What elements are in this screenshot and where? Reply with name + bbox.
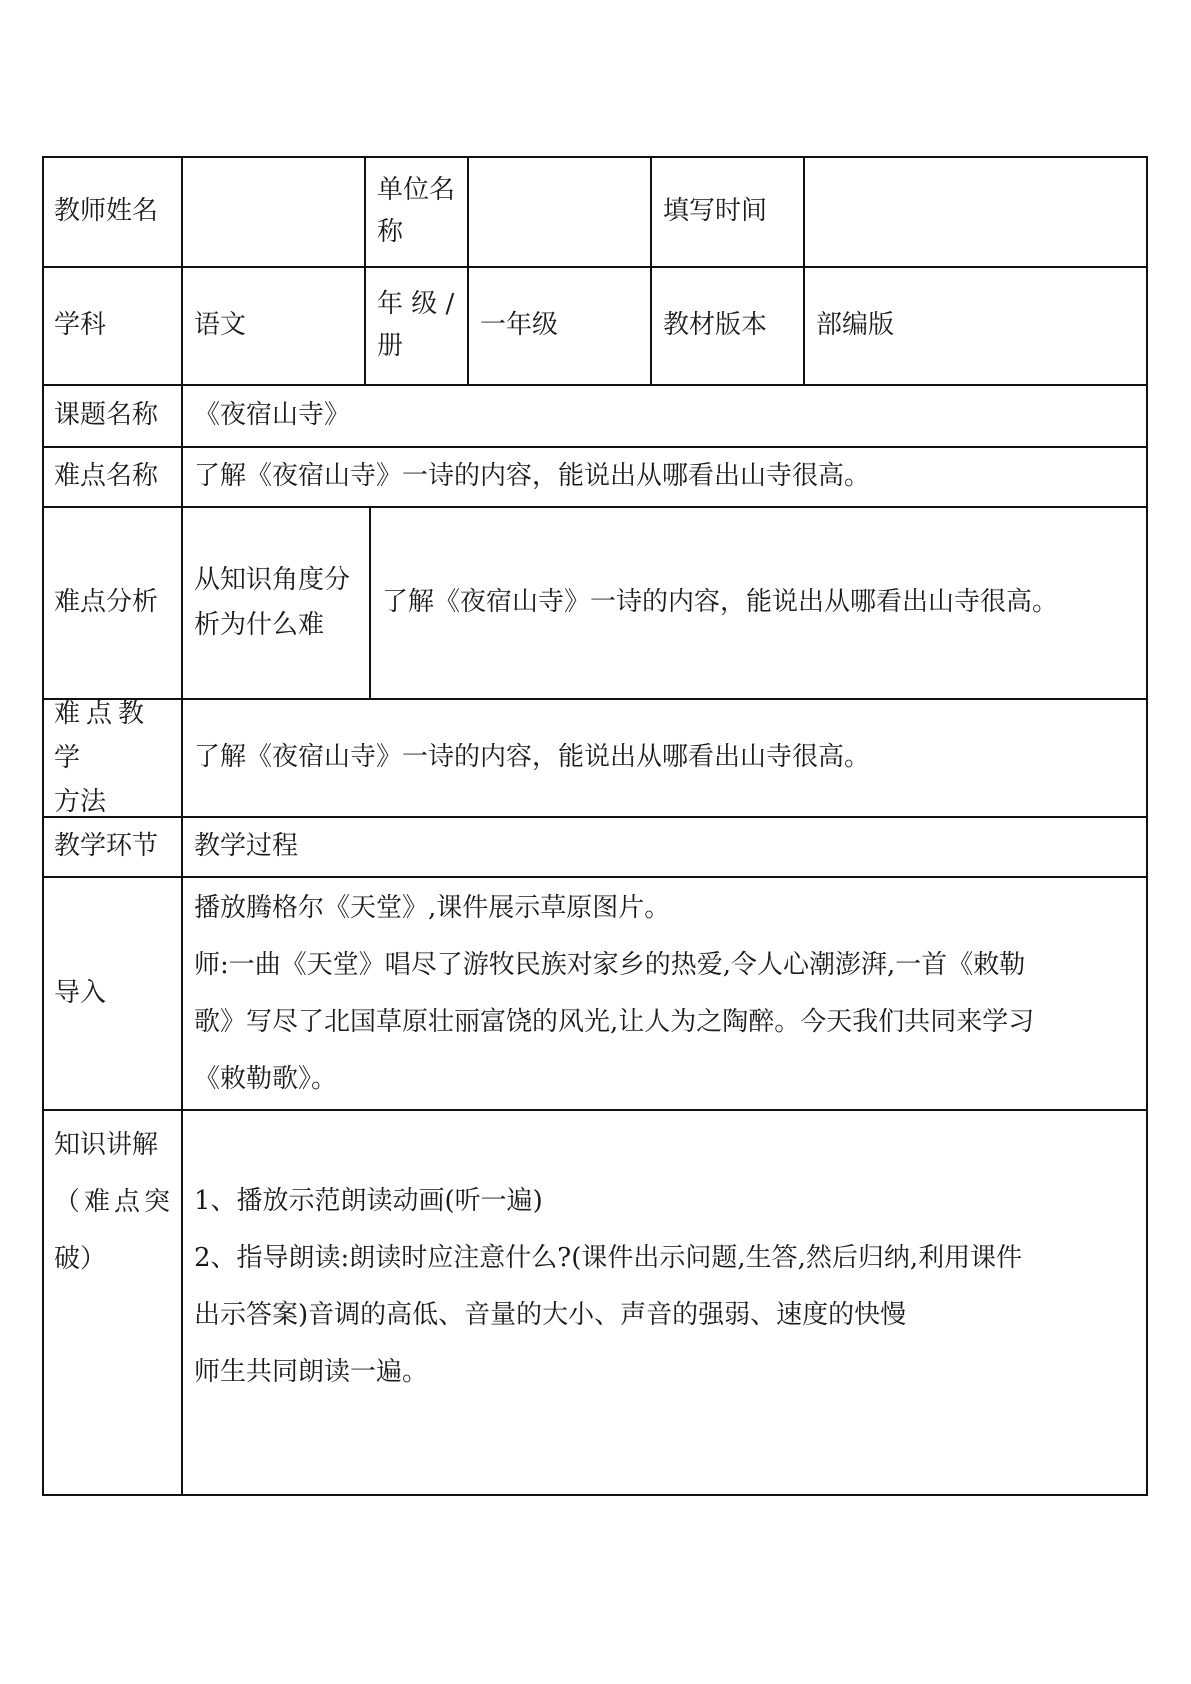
unit-name-value [470,158,650,266]
analysis-label: 难点分析 [54,587,159,618]
divider [650,158,652,266]
intro-label: 导入 [54,977,107,1008]
divider [181,158,183,266]
knowledge-content [184,1111,1146,1494]
intro-line: 师:一曲《天堂》唱尽了游牧民族对家乡的热爱,令人心潮澎湃,一首《敕勒 [194,949,1026,980]
row-intro [44,876,1146,1109]
divider [181,818,183,876]
divider [181,878,183,1109]
divider [181,700,183,816]
divider [181,386,183,446]
intro-line: 歌》写尽了北国草原壮丽富饶的风光,让人为之陶醉。今天我们共同来学习 [194,1006,1035,1037]
row-topic [44,384,1146,446]
divider [181,268,183,384]
difficulty-label: 难点名称 [54,461,159,492]
divider [369,508,371,698]
process-stage-label: 教学环节 [54,831,159,862]
row-analysis [44,506,1146,698]
intro-content [184,878,1146,1109]
analysis-value: 了解《夜宿山寺》一诗的内容，能说出从哪看出山寺很高。 [382,587,1059,618]
intro-line: 播放腾格尔《天堂》,课件展示草原图片。 [194,892,671,923]
divider [803,158,805,266]
method-label: 难点教学 方法 [54,698,151,818]
fill-time-value [806,158,1146,266]
process-label: 教学过程 [194,831,299,862]
subject-label: 学科 [54,310,107,341]
divider [467,158,469,266]
divider [181,448,183,506]
topic-label: 课题名称 [54,400,159,431]
difficulty-value: 了解《夜宿山寺》一诗的内容，能说出从哪看出山寺很高。 [194,461,871,492]
textbook-value: 部编版 [816,310,895,341]
unit-name-label: 单位名 称 [377,175,456,247]
teacher-name-value [184,158,364,266]
method-value: 了解《夜宿山寺》一诗的内容，能说出从哪看出山寺很高。 [194,742,871,773]
divider [364,158,366,266]
divider [467,268,469,384]
knowledge-line: 1、播放示范朗读动画(听一遍) [194,1186,543,1216]
grade-value: 一年级 [480,310,559,341]
knowledge-label: 知识讲解 （难点突 破） [54,1130,175,1274]
analysis-sub-label: 从知识角度分 析为什么难 [194,564,351,640]
knowledge-line: 2、指导朗读:朗读时应注意什么?(课件出示问题,生答,然后归纳,利用课件 [194,1243,1023,1273]
row-knowledge [44,1109,1146,1494]
lesson-plan-table [42,156,1148,1496]
divider [364,268,366,384]
grade-label: 年 级 / 册 [377,289,455,361]
row-subject [44,266,1146,384]
divider [181,508,183,698]
textbook-label: 教材版本 [663,310,768,341]
subject-value: 语文 [194,310,247,341]
row-teacher [44,158,1146,266]
topic-value: 《夜宿山寺》 [194,400,351,431]
row-process-header [44,816,1146,876]
divider [181,1111,183,1494]
knowledge-line: 出示答案)音调的高低、音量的大小、声音的强弱、速度的快慢 [194,1300,907,1330]
fill-time-label: 填写时间 [663,196,768,227]
divider [650,268,652,384]
teacher-name-label: 教师姓名 [54,196,159,227]
knowledge-line: 师生共同朗读一遍。 [194,1357,429,1387]
row-method [44,698,1146,816]
divider [803,268,805,384]
row-difficulty [44,446,1146,506]
intro-line: 《敕勒歌》。 [194,1063,338,1094]
